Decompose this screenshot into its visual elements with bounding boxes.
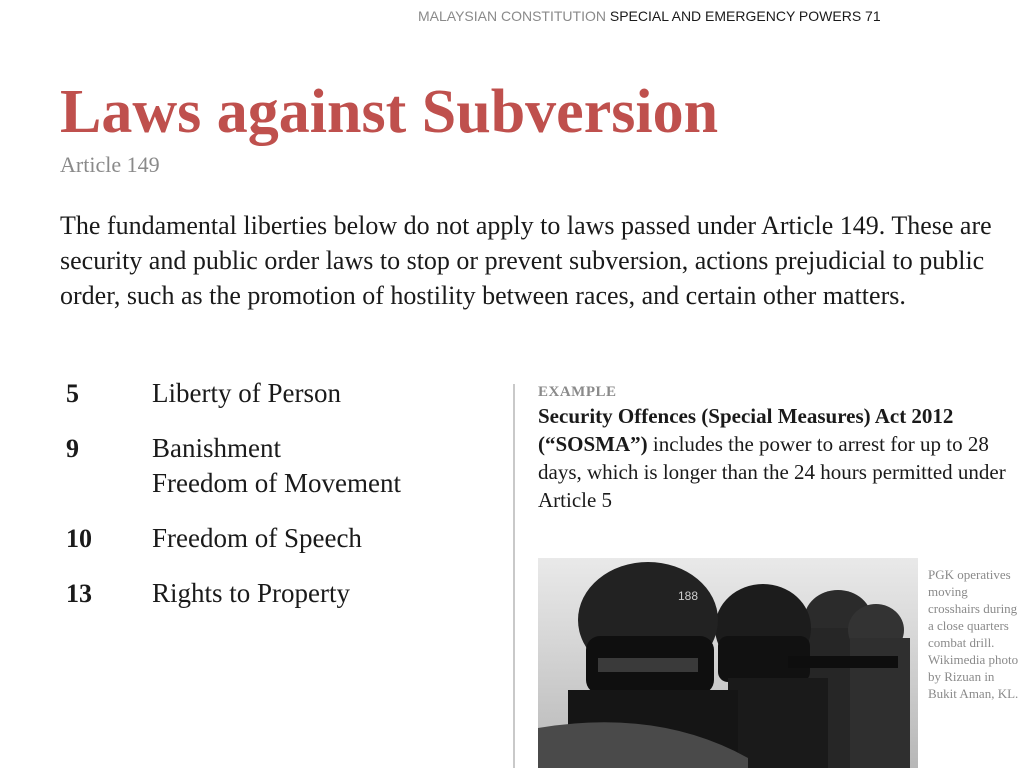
example-box (538, 382, 1008, 514)
column-divider (513, 384, 515, 768)
slide-header (418, 8, 988, 24)
intro-paragraph: The fundamental liberties below do not apply to laws passed under Article 149. These are security and public order laws to stop or prevent subversion, actions prejudicial to public order, such as the promotion of hostility between races, and certain other matters. (60, 211, 992, 310)
swat-photo (538, 558, 918, 768)
goggles (598, 658, 698, 672)
article-subtitle: Article 149 (60, 152, 160, 177)
liberty-label: Rights to Property (152, 578, 351, 608)
header-chapter-label: SPECIAL AND EMERGENCY POWERS 71 (609, 8, 881, 24)
liberty-item (66, 431, 486, 501)
liberty-article-number: 10 (66, 524, 92, 553)
example-text: includes the power to arrest for up to 28 days, which is longer than the 24 hours permitted under Article 5 (538, 432, 1006, 512)
liberty-article-number: 5 (66, 379, 79, 408)
header-section-label: MALAYSIAN CONSTITUTION (418, 8, 606, 24)
liberty-article-number: 13 (66, 579, 92, 608)
rifle-icon (788, 656, 898, 668)
swat-photo-illustration (538, 558, 918, 768)
liberty-label: Liberty of Person (152, 378, 341, 408)
liberty-item (66, 576, 486, 611)
liberty-label: Freedom of Speech (152, 523, 362, 553)
liberties-list (66, 376, 486, 631)
liberty-item (66, 521, 486, 556)
example-body (538, 402, 1008, 514)
liberty-label: Banishment (152, 433, 281, 463)
example-heading: EXAMPLE (538, 384, 617, 400)
helmet-number: 188 (678, 589, 699, 603)
officer-body (728, 678, 828, 768)
photo-caption: PGK operatives moving crosshairs during a close quarters combat drill. Wikimedia photo by Rizuan in Bukit Aman, KL. (928, 567, 1019, 701)
example-act-name: Security Offences (Special Measures) Act 2012 (“SOSMA”) (538, 404, 954, 456)
liberty-label: Freedom of Movement (152, 468, 401, 498)
page-title: Laws against Subversion (60, 78, 719, 146)
liberty-item (66, 376, 486, 411)
liberty-article-number: 9 (66, 434, 79, 463)
